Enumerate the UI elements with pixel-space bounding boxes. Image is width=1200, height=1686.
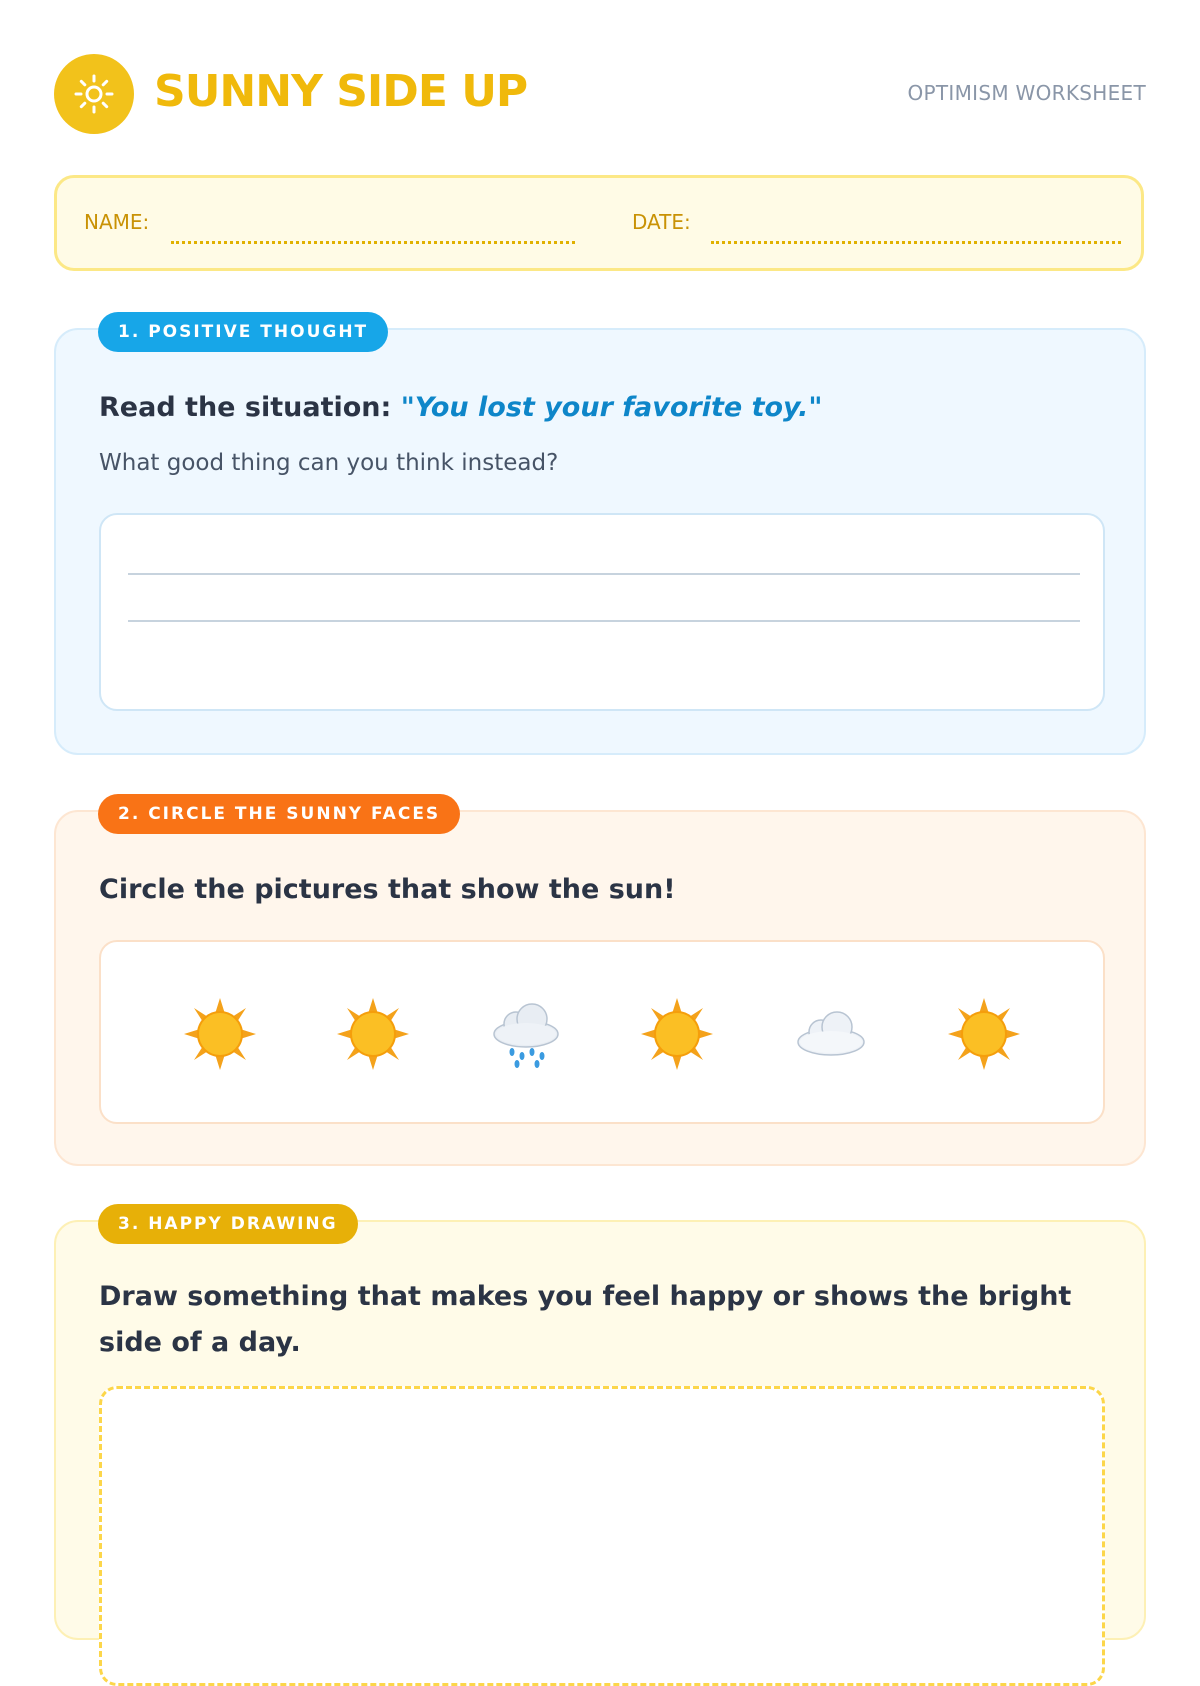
picture-item[interactable] bbox=[333, 994, 413, 1074]
cloud-icon bbox=[791, 994, 871, 1074]
drawing-prompt: Draw something that makes you feel happy or shows the bright side of a day. bbox=[99, 1281, 1072, 1358]
date-label: DATE: bbox=[632, 210, 691, 234]
prompt-lead: Read the situation: bbox=[99, 392, 392, 423]
sun-icon bbox=[637, 994, 717, 1074]
picture-item[interactable] bbox=[180, 994, 260, 1074]
picture-item[interactable] bbox=[637, 994, 717, 1074]
date-field[interactable] bbox=[711, 241, 1121, 244]
circle-prompt: Circle the pictures that show the sun! bbox=[99, 874, 676, 905]
question-text: What good thing can you think instead? bbox=[99, 450, 559, 476]
name-label: NAME: bbox=[84, 210, 150, 234]
section-tag: 1. POSITIVE THOUGHT bbox=[98, 312, 388, 352]
section-circle-sunny bbox=[54, 804, 1146, 1166]
writing-line bbox=[128, 620, 1080, 622]
situation-prompt bbox=[99, 392, 823, 423]
section-tag: 2. CIRCLE THE SUNNY FACES bbox=[98, 794, 460, 834]
sun-icon bbox=[180, 994, 260, 1074]
answer-area[interactable] bbox=[99, 513, 1105, 711]
picture-item[interactable] bbox=[944, 994, 1024, 1074]
writing-line bbox=[128, 573, 1080, 575]
picture-item[interactable] bbox=[791, 994, 871, 1074]
name-date-box bbox=[54, 175, 1144, 271]
section-tag: 3. HAPPY DRAWING bbox=[98, 1204, 358, 1244]
worksheet-subtitle: OPTIMISM WORKSHEET bbox=[907, 81, 1146, 105]
sun-icon bbox=[74, 74, 114, 114]
name-field[interactable] bbox=[171, 241, 575, 244]
worksheet-header bbox=[54, 54, 1146, 134]
drawing-area[interactable] bbox=[99, 1386, 1105, 1686]
situation-quote: "You lost your favorite toy." bbox=[400, 392, 823, 423]
sun-icon bbox=[333, 994, 413, 1074]
rain-cloud-icon bbox=[486, 994, 566, 1074]
sun-icon bbox=[944, 994, 1024, 1074]
picture-item[interactable] bbox=[486, 994, 566, 1074]
section-positive-thought bbox=[54, 322, 1146, 755]
logo bbox=[54, 54, 134, 134]
page-title: SUNNY SIDE UP bbox=[154, 66, 528, 117]
pictures-panel bbox=[99, 940, 1105, 1124]
section-happy-drawing bbox=[54, 1214, 1146, 1640]
